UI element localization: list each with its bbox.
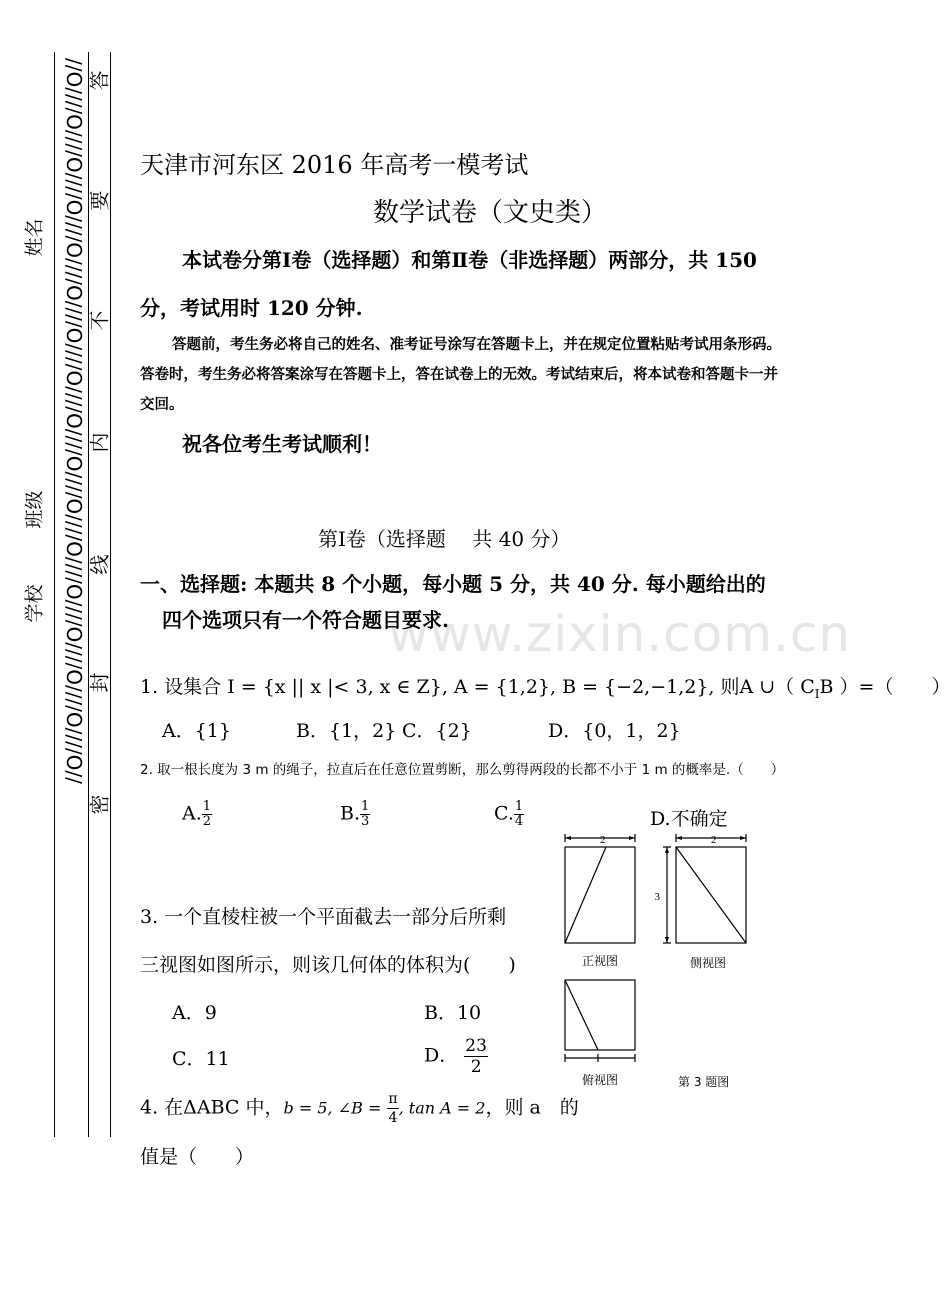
q1-option-d: D．{0，1，2} [548,720,681,742]
exam-subtitle: 数学试卷（文史类） [372,198,607,228]
intro-line-1: 本试卷分第Ⅰ卷（选择题）和第Ⅱ卷（非选择题）两部分，共 150 [182,248,757,272]
dim-side: 3 [654,891,660,903]
section1-line-2: 四个选项只有一个符合题目要求. [162,608,449,632]
field-class-label: 班级 [23,490,46,529]
q3-stem-line-2: 三视图如图所示，则该几何体的体积为( ) [140,954,516,976]
seal-char: 答 [87,70,112,91]
q3-option-c: C．11 [172,1048,230,1070]
q1-option-b: B．{1，2} [296,720,397,742]
seal-char: 密 [87,794,112,815]
q2-option-a: A. $\frac{1}{2}$ [182,799,212,829]
q3-option-b: B．10 [424,1002,482,1024]
watermark: www.zixin.com.cn [388,605,852,663]
top-view-rect [565,980,635,1050]
q1-stem: 1. 设集合 I = {x || x |< 3, x ∈ Z}, A = {1,2}, B = {−2,−1,2}, 则A ∪（ $C_IB$ ）=（ ） [140,676,950,701]
exam-title: 天津市河东区 2016 年高考一模考试 [140,151,529,179]
dim-top-right: 2 [711,834,717,846]
q2-option-c: C. $\frac{1}{4}$ [494,799,524,829]
section1-line-1: 一、选择题: 本题共 8 个小题，每小题 5 分，共 40 分. 每小题给出的 [140,572,766,596]
q2-option-b: B. $\frac{1}{3}$ [340,799,370,829]
q4-stem-line-2: 值是（ ） [140,1146,255,1168]
q3-option-d: D． $\frac{23}{2}$ [424,1036,487,1077]
seal-char: 要 [87,190,112,211]
field-name-label: 姓名 [23,218,46,257]
part1-title: 第Ⅰ卷（选择题 共 40 分） [318,527,571,551]
seal-char: 封 [87,672,112,693]
q1-option-c: C．{2} [402,720,472,742]
seal-char: 内 [87,432,112,453]
seal-chain: //O////O////O////O////O////O////O////O////O////O////O////O////O////O////O////O////O// [62,58,86,784]
seal-char: 线 [87,554,112,575]
seal-char: 不 [87,310,112,331]
exam-wish: 祝各位考生考试顺利！ [182,432,382,456]
dim-top-left: 2 [600,834,606,846]
q3-stem-line-1: 3. 一个直棱柱被一个平面截去一部分后所剩 [140,906,507,928]
front-view-label: 正视图 [581,954,619,968]
q3-three-view-figure [556,828,756,1090]
q3-option-a: A．9 [172,1002,217,1024]
q2-option-d: D.不确定 [650,808,728,830]
exam-notes: 答题前，考生务必将自己的姓名、准考证号涂写在答题卡上，并在规定位置粘贴考试用条形码。答卷时，考生务必将答案涂写在答题卡上，答在试卷上的无效。考试结束后，将本试卷和答题卡一并交回。 [140,337,781,413]
side-view-label: 侧视图 [689,956,727,970]
figure-caption: 第 3 题图 [678,1075,730,1089]
top-view-label: 俯视图 [581,1073,619,1087]
q2-stem: 2. 取一根长度为 3 m 的绳子，拉直后在任意位置剪断，那么剪得两段的长都不小于 1 m 的概率是.（ ） [140,762,785,778]
q1-option-a: A．{1} [162,720,231,742]
field-school-label: 学校 [23,584,46,623]
q4-stem: 4. 在ΔABC 中，b = 5, ∠B = $\frac{\pi}{4}$ , tan A = 2，则 a 的 [140,1091,579,1126]
intro-line-2: 分，考试用时 120 分钟. [140,296,363,320]
